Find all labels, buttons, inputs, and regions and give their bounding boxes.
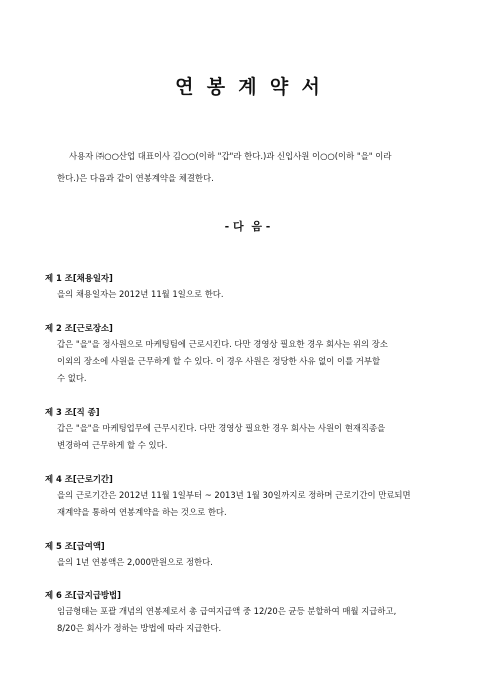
intro-line-2: 한다.)은 다음과 같이 연봉계약을 체결한다.	[57, 173, 214, 183]
intro-line-1: 사용자 ㈜○○산업 대표이사 김○○(이하 "갑"라 한다.)과 신입사원 이○○(이하 "을" 이라	[69, 151, 392, 161]
article-5-heading: 제 5 조[급여액]	[45, 541, 105, 551]
article-5-body	[57, 554, 442, 571]
article-1-body	[57, 286, 442, 303]
article-2-heading: 제 2 조[근로장소]	[45, 323, 113, 333]
article-3-line: 변경하여 근무하게 할 수 있다.	[57, 440, 168, 450]
article-2-line: 이외의 장소에 사원을 근무하게 할 수 있다. 이 경우 사원은 정당한 사유 없이 이를 거부할	[57, 356, 381, 366]
document-title: 연 봉 계 약 서	[175, 76, 320, 98]
article-6-body	[57, 603, 442, 637]
article-2-line: 갑은 "을"을 정사원으로 마케팅팀에 근로시킨다. 다만 경영상 필요한 경우 회사는 위의 장소	[57, 339, 388, 349]
article-4-body	[57, 487, 442, 521]
article-6-heading: 제 6 조[급지급방법]	[45, 590, 121, 600]
article-2-line: 수 없다.	[57, 373, 87, 383]
article-5-line: 을의 1년 연봉액은 2,000만원으로 정한다.	[57, 557, 213, 567]
article-1-heading: 제 1 조[채용일자]	[45, 273, 113, 283]
article-3-body	[57, 420, 442, 454]
article-4-line: 재계약을 통하여 연봉계약을 하는 것으로 한다.	[57, 507, 227, 517]
daeum-heading: - 다 음 -	[224, 220, 271, 233]
intro-paragraph	[57, 145, 437, 189]
article-2-body	[57, 336, 442, 387]
article-6-line: 8/20은 회사가 정하는 방법에 따라 지급한다.	[57, 623, 222, 633]
article-4-heading: 제 4 조[근로기간]	[45, 474, 113, 484]
article-1-line: 을의 채용일자는 2012년 11월 1일으로 한다.	[57, 289, 224, 299]
article-3-heading: 제 3 조[직 종]	[45, 407, 100, 417]
article-6-line: 임금형태는 포괄 개념의 연봉제로서 총 급여지급액 중 12/20은 균등 분할하여 매월 지급하고,	[57, 606, 397, 616]
article-3-line: 갑은 "을"을 마케팅업무에 근무시킨다. 다만 경영상 필요한 경우 회사는 사원이 현재직종을	[57, 423, 386, 433]
article-4-line: 을의 근로기간은 2012년 11월 1일부터 ~ 2013년 1월 30일까지로 정하며 근로기간이 만료되면	[57, 490, 411, 500]
